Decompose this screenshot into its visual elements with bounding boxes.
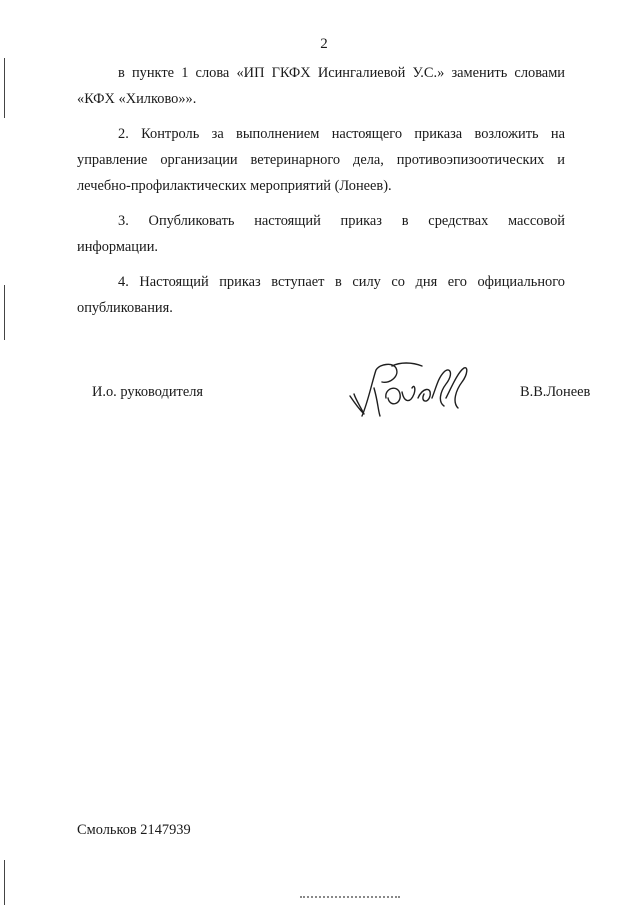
signatory-name: В.В.Лонеев xyxy=(520,384,591,400)
page-number: 2 xyxy=(320,36,328,52)
paragraph-2-continuation: управление организации ветеринарного дела, противоэпизоотических и лечебно-профилактических мероприятий (Лонеев). xyxy=(77,152,565,194)
paragraph-2-line-1: 2. Контроль за выполнением настоящего приказа возложить на xyxy=(118,126,565,142)
scan-bottom-mark xyxy=(300,896,400,901)
handwritten-signature-icon xyxy=(340,358,470,424)
scan-edge-mark xyxy=(4,860,5,905)
signatory-role: И.о. руководителя xyxy=(92,384,204,400)
executor-contact: Смольков 2147939 xyxy=(77,822,191,838)
paragraph-4-continuation: опубликования. xyxy=(77,300,173,316)
paragraph-1-line-1: в пункте 1 слова «ИП ГКФХ Исингалиевой У.С.» заменить словами xyxy=(118,65,565,81)
paragraph-3-continuation: информации. xyxy=(77,239,158,255)
paragraph-4-line-1: 4. Настоящий приказ вступает в силу со дня его официального xyxy=(118,274,565,290)
paragraph-3-line-1: 3. Опубликовать настоящий приказ в средствах массовой xyxy=(118,213,565,229)
paragraph-1-continuation: «КФХ «Хилково»». xyxy=(77,91,197,107)
scan-edge-mark xyxy=(4,285,5,340)
order-body xyxy=(77,60,565,321)
scan-edge-mark xyxy=(4,58,5,118)
